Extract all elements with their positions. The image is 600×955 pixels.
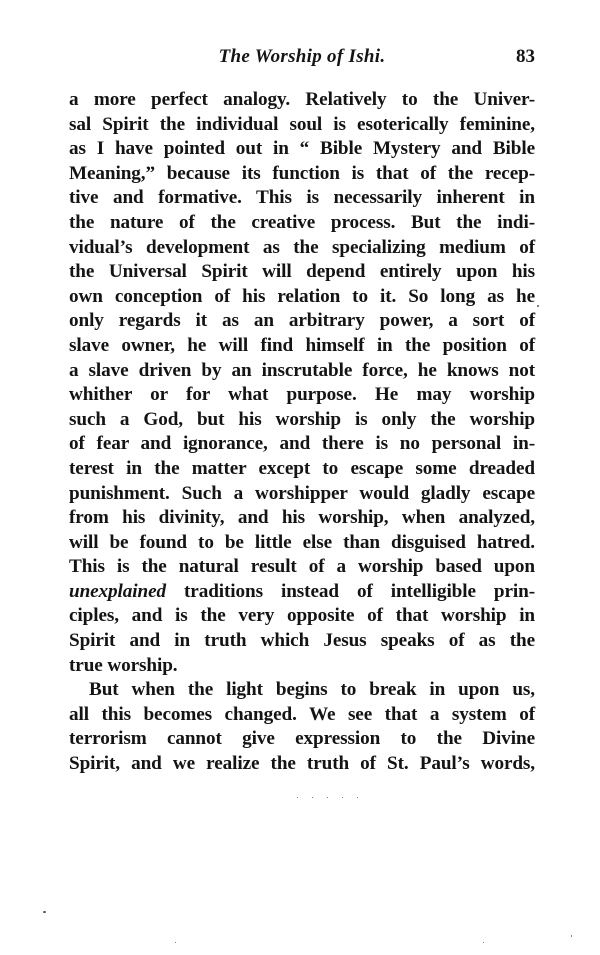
text-line: the Universal Spirit will depend entirely upon his	[69, 261, 535, 283]
text-line: own conception of his relation to it. So long as he	[69, 285, 535, 307]
text-line: tive and formative. This is necessarily inherent in	[69, 187, 535, 209]
emphasized-word: unexplained	[69, 580, 166, 602]
text-line: Meaning,” because its function is that of the recep-	[69, 162, 535, 184]
scan-speck	[357, 797, 358, 798]
text-line: only regards it as an arbitrary power, a sort of	[69, 310, 535, 332]
text-line: a more perfect analogy. Relatively to the Univer-	[69, 89, 535, 110]
text-line: the nature of the creative process. But the indi-	[69, 211, 535, 233]
text-line: sal Spirit the individual soul is esoterically feminine,	[69, 113, 535, 135]
text-line: will be found to be little else than disguised hatred.	[69, 531, 535, 553]
running-title: The Worship of Ishi.	[218, 46, 386, 67]
text-line: such a God, but his worship is only the worship	[69, 408, 535, 430]
scan-speck	[297, 797, 298, 798]
text-line: terest in the matter except to escape some dreaded	[69, 457, 535, 479]
text-line: as I have pointed out in “ Bible Mystery and Bible	[69, 138, 535, 160]
text-line	[69, 580, 535, 605]
text-line: vidual’s development as the specializing medium of	[69, 236, 535, 258]
text-line: from his divinity, and his worship, when analyzed,	[69, 507, 535, 529]
scan-speck	[571, 935, 572, 937]
text-line: ciples, and is the very opposite of that worship in	[69, 605, 535, 627]
text-line-rest: traditions instead of intelligible prin-	[165, 580, 535, 602]
text-line: Spirit, and we realize the truth of St. Paul’s words,	[69, 753, 535, 775]
scan-speck	[342, 797, 343, 798]
text-line: true worship.	[69, 654, 178, 676]
text-line: whither or for what purpose. He may worship	[69, 384, 535, 406]
text-line: a slave driven by an inscrutable force, he knows not	[69, 359, 535, 381]
scan-speck	[175, 942, 176, 943]
body-text	[69, 88, 535, 777]
scan-speck	[537, 305, 539, 307]
text-line: punishment. Such a worshipper would gladly escape	[69, 482, 535, 504]
running-head	[69, 46, 535, 76]
text-line: of fear and ignorance, and there is no personal in-	[69, 433, 535, 455]
page-number: 83	[516, 46, 535, 67]
scan-speck	[43, 911, 46, 913]
scan-speck	[327, 797, 328, 798]
text-line: all this becomes changed. We see that a system of	[69, 703, 535, 725]
text-line: This is the natural result of a worship based upon	[69, 556, 535, 578]
scan-speck	[483, 942, 484, 943]
text-line: slave owner, he will find himself in the position of	[69, 334, 535, 356]
text-line: But when the light begins to break in upon us,	[89, 679, 535, 701]
text-line: Spirit and in truth which Jesus speaks of as the	[69, 630, 535, 652]
text-line: terrorism cannot give expression to the Divine	[69, 728, 535, 750]
scan-speck	[312, 797, 313, 798]
